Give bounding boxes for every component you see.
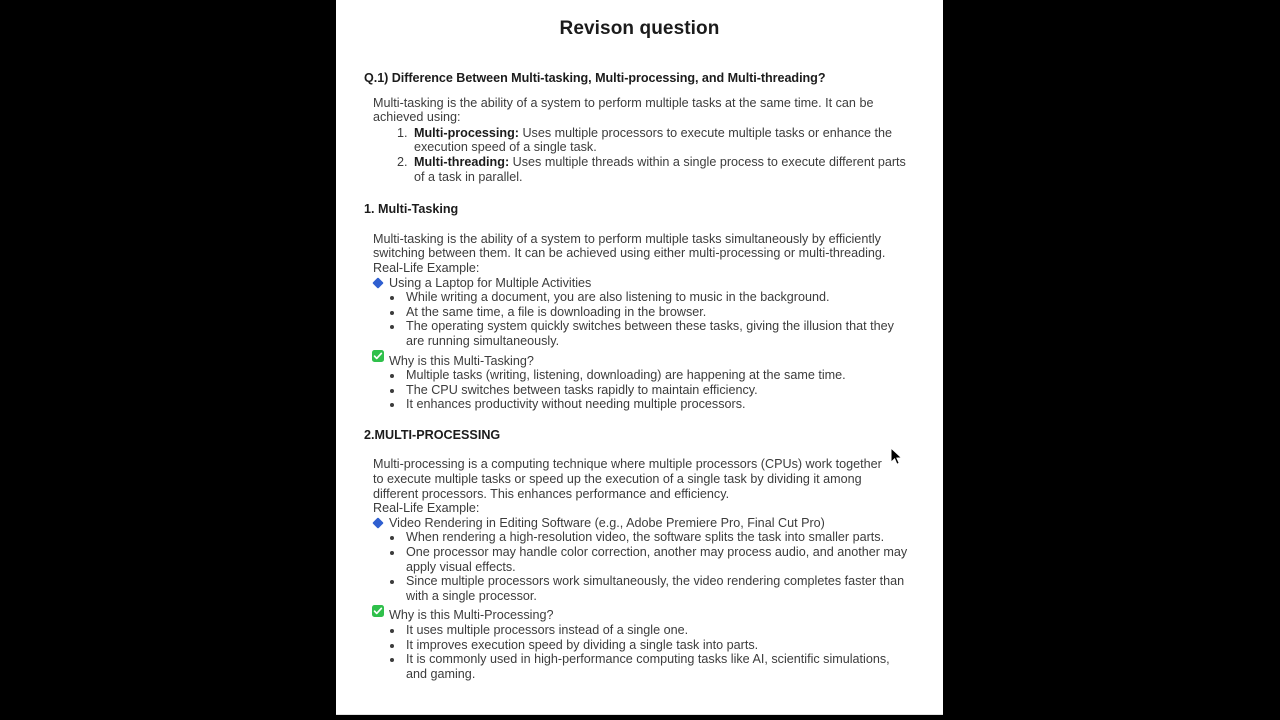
document-content <box>336 40 943 681</box>
diamond-list-item-label: Video Rendering in Editing Software (e.g., Adobe Premiere Pro, Final Cut Pro) <box>389 515 825 530</box>
list-item: • At the same time, a file is downloading in the browser. <box>404 305 914 320</box>
diamond-list-item-multi-processing <box>364 516 923 531</box>
check-list-item-label: Why is this Multi-Tasking? <box>389 353 534 368</box>
list-item: • While writing a document, you are also listening to music in the background. <box>404 290 914 305</box>
section-paragraph-multi-tasking: Multi-tasking is the ability of a system to perform multiple tasks simultaneously by efficiently switching between them. It can be achieved using either multi-processing or multi-threading. <box>373 231 886 261</box>
list-item: • Multiple tasks (writing, listening, downloading) are happening at the same time. <box>404 368 914 383</box>
example-label-multi-tasking: Real-Life Example: <box>373 260 480 275</box>
list-item: • It enhances productivity without needing multiple processors. <box>404 397 914 412</box>
list-item: • The CPU switches between tasks rapidly to maintain efficiency. <box>404 383 914 398</box>
diamond-bullet-icon <box>372 277 383 288</box>
document-page <box>336 0 943 715</box>
example-label-multi-processing: Real-Life Example: <box>373 501 480 516</box>
section-paragraph-multi-processing: Multi-processing is a computing technique where multiple processors (CPUs) work together to execute multiple tasks or speed up the execution of a single task by dividing it among different processors. This enhances performance and efficiency. <box>373 457 882 501</box>
bullet-list-multi-processing-why <box>364 623 923 681</box>
diamond-list-item-multi-tasking <box>364 276 923 291</box>
check-list-item-multi-tasking <box>364 349 923 369</box>
list-item-text: Uses multiple processors to execute multiple tasks or enhance the execution speed of a single task. <box>414 125 893 155</box>
bullet-list-multi-tasking-example <box>364 290 923 348</box>
page-title: Revison question <box>559 18 720 39</box>
green-check-icon <box>372 350 384 362</box>
list-item <box>411 126 914 155</box>
section-heading-multi-processing: 2.MULTI-PROCESSING <box>364 427 501 442</box>
intro-paragraph: Multi-tasking is the ability of a system to perform multiple tasks at the same time. It can be achieved using: <box>373 95 874 125</box>
list-item: • The operating system quickly switches between these tasks, giving the illusion that they are running simultaneously. <box>404 319 914 348</box>
spacer <box>364 442 923 457</box>
list-item: • It is commonly used in high-performance computing tasks like AI, scientific simulations, and gaming. <box>404 652 914 681</box>
list-item-lead: Multi-threading: <box>414 154 510 169</box>
list-item: • When rendering a high-resolution video, the software splits the task into smaller parts. <box>404 530 914 545</box>
green-check-icon <box>372 605 384 617</box>
list-item: • One processor may handle color correction, another may process audio, and another may apply visual effects. <box>404 545 914 574</box>
list-item-text: Uses multiple threads within a single process to execute different parts of a task in parallel. <box>414 154 906 184</box>
list-item <box>411 155 914 184</box>
bullet-list-multi-processing-example <box>364 530 923 603</box>
list-item: • Since multiple processors work simultaneously, the video rendering completes faster than with a single processor. <box>404 574 914 603</box>
list-item-lead: Multi-processing: <box>414 125 519 140</box>
spacer <box>364 217 923 232</box>
diamond-list-item-label: Using a Laptop for Multiple Activities <box>389 275 592 290</box>
check-list-item-label: Why is this Multi-Processing? <box>389 608 554 623</box>
question-heading: Q.1) Difference Between Multi-tasking, Multi-processing, and Multi-threading? <box>364 71 826 85</box>
list-item: • It improves execution speed by dividing a single task into parts. <box>404 638 914 653</box>
definition-ordered-list <box>364 125 923 184</box>
diamond-bullet-icon <box>372 517 383 528</box>
list-item: • It uses multiple processors instead of a single one. <box>404 623 914 638</box>
check-list-item-multi-processing <box>364 603 923 623</box>
section-heading-multi-tasking: 1. Multi-Tasking <box>364 202 459 217</box>
bullet-list-multi-tasking-why <box>364 368 923 412</box>
